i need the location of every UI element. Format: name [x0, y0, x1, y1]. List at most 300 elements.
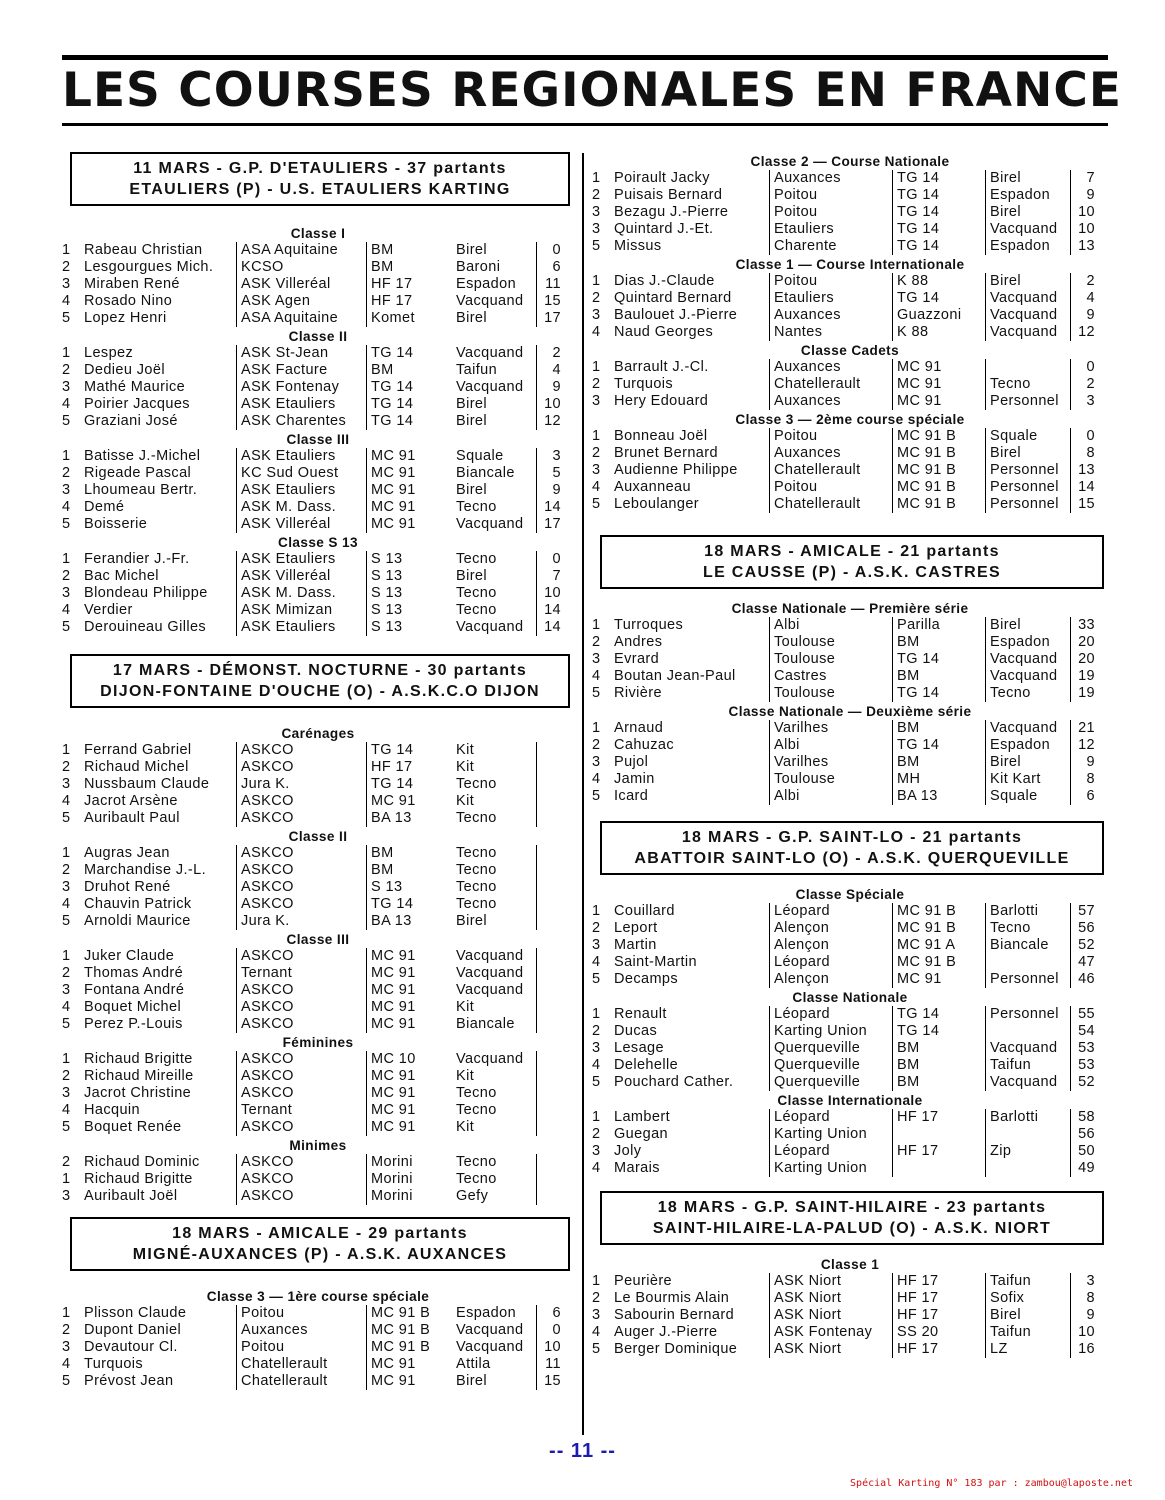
points	[536, 793, 561, 810]
chassis: Personnel	[985, 479, 1070, 496]
club: Toulouse	[769, 651, 892, 668]
result-row	[62, 1339, 574, 1356]
club: Castres	[769, 668, 892, 685]
driver-name: Druhot René	[84, 879, 171, 895]
result-row	[62, 602, 574, 619]
engine: TG 14	[892, 204, 985, 221]
chassis: Vacquand	[456, 965, 524, 981]
club: Querqueville	[769, 1057, 892, 1074]
club: Léopard	[769, 1143, 892, 1160]
class-heading: Classe III	[286, 432, 350, 447]
club: Querqueville	[769, 1040, 892, 1057]
position: 3	[592, 393, 601, 409]
driver-name: Derouineau Gilles	[84, 619, 207, 635]
points: 10	[1070, 1324, 1095, 1341]
result-row	[592, 954, 1108, 971]
chassis: Vacquand	[985, 668, 1070, 685]
club: Léopard	[769, 1109, 892, 1126]
points: 47	[1070, 954, 1095, 971]
points: 19	[1070, 685, 1095, 702]
club: Etauliers	[769, 221, 892, 238]
result-row	[592, 324, 1108, 341]
position: 5	[592, 1341, 601, 1357]
result-row	[62, 1356, 574, 1373]
position: 3	[62, 1085, 71, 1101]
points	[536, 862, 561, 879]
result-row	[592, 204, 1108, 221]
result-row	[62, 1085, 574, 1102]
result-row	[592, 788, 1108, 805]
result-row	[62, 379, 574, 396]
driver-name: Arnaud	[614, 720, 664, 736]
club: Albi	[769, 617, 892, 634]
result-row	[62, 982, 574, 999]
driver-name: Lopez Henri	[84, 310, 167, 326]
class-heading: Classe Nationale — Première série	[731, 601, 969, 616]
driver-name: Arnoldi Maurice	[84, 913, 191, 929]
class-heading: Classe II	[288, 329, 348, 344]
result-row	[62, 585, 574, 602]
result-row	[62, 345, 574, 362]
chassis: Taifun	[985, 1057, 1070, 1074]
position: 4	[592, 324, 601, 340]
engine: BM	[892, 668, 985, 685]
driver-name: Berger Dominique	[614, 1341, 738, 1357]
chassis: Tecno	[456, 1085, 497, 1101]
engine: HF 17	[892, 1109, 985, 1126]
position: 3	[62, 879, 71, 895]
engine: BM	[892, 720, 985, 737]
points: 8	[1070, 1290, 1095, 1307]
points: 57	[1070, 903, 1095, 920]
engine: S 13	[366, 619, 456, 636]
club: ASK M. Dass.	[236, 499, 366, 516]
club: Léopard	[769, 1006, 892, 1023]
club: Auxances	[769, 445, 892, 462]
points: 53	[1070, 1040, 1095, 1057]
club: Chatellerault	[769, 496, 892, 513]
points: 13	[1070, 462, 1095, 479]
points	[536, 1154, 561, 1171]
club: Karting Union	[769, 1160, 892, 1177]
engine: HF 17	[892, 1290, 985, 1307]
points: 12	[1070, 324, 1095, 341]
result-row	[592, 376, 1108, 393]
points: 9	[536, 379, 561, 396]
driver-name: Boquet Michel	[84, 999, 182, 1015]
chassis: Vacquand	[456, 379, 524, 395]
chassis: Tecno	[456, 879, 497, 895]
club: Chatellerault	[236, 1373, 366, 1390]
driver-name: Perez P.-Louis	[84, 1016, 183, 1032]
event-venue: ABATTOIR SAINT-LO (O) - A.S.K. QUERQUEVILLE	[634, 850, 1070, 867]
chassis: Barlotti	[985, 903, 1070, 920]
driver-name: Lambert	[614, 1109, 670, 1125]
column-divider	[582, 153, 584, 1435]
club: Varilhes	[769, 754, 892, 771]
chassis: Tecno	[456, 896, 497, 912]
result-row	[592, 462, 1108, 479]
event-header	[600, 1191, 1104, 1245]
chassis: Personnel	[985, 1006, 1070, 1023]
chassis: Kit	[456, 759, 475, 775]
club: ASKCO	[236, 879, 366, 896]
club: ASKCO	[236, 896, 366, 913]
chassis: Espadon	[985, 634, 1070, 651]
page-title: LES COURSES REGIONALES EN FRANCE	[62, 63, 1122, 118]
points	[536, 896, 561, 913]
club: ASK St-Jean	[236, 345, 366, 362]
points: 50	[1070, 1143, 1095, 1160]
engine: Komet	[366, 310, 456, 327]
engine: HF 17	[366, 276, 456, 293]
position: 5	[62, 810, 71, 826]
position: 5	[592, 788, 601, 804]
engine: MC 91	[366, 1119, 456, 1136]
driver-name: Sabourin Bernard	[614, 1307, 735, 1323]
driver-name: Prévost Jean	[84, 1373, 174, 1389]
club: Jura K.	[236, 913, 366, 930]
chassis: Taifun	[985, 1273, 1070, 1290]
engine	[892, 1126, 985, 1143]
engine: MC 91	[366, 482, 456, 499]
club: Karting Union	[769, 1126, 892, 1143]
chassis: Squale	[985, 428, 1070, 445]
points: 6	[1070, 788, 1095, 805]
driver-name: Pujol	[614, 754, 649, 770]
points	[536, 776, 561, 793]
chassis: Biancale	[456, 1016, 515, 1032]
points: 9	[536, 482, 561, 499]
results-list	[62, 224, 574, 636]
result-row	[592, 1290, 1108, 1307]
engine: MC 91	[366, 982, 456, 999]
club: ASKCO	[236, 810, 366, 827]
position: 2	[62, 259, 71, 275]
chassis: Vacquand	[985, 1040, 1070, 1057]
points: 4	[536, 362, 561, 379]
results-list	[592, 885, 1108, 1177]
chassis: Tecno	[985, 920, 1070, 937]
position: 4	[62, 396, 71, 412]
club: ASK Mimizan	[236, 602, 366, 619]
result-row	[592, 651, 1108, 668]
result-row	[62, 1119, 574, 1136]
result-row	[592, 903, 1108, 920]
driver-name: Jamin	[614, 771, 655, 787]
engine: TG 14	[892, 187, 985, 204]
position: 5	[62, 1119, 71, 1135]
driver-name: Fontana André	[84, 982, 185, 998]
points: 6	[536, 259, 561, 276]
engine: MC 91	[366, 499, 456, 516]
class-heading: Classe Spéciale	[795, 887, 905, 902]
engine: BM	[892, 1057, 985, 1074]
position: 4	[592, 1160, 601, 1176]
points: 10	[536, 396, 561, 413]
club: ASKCO	[236, 999, 366, 1016]
driver-name: Chauvin Patrick	[84, 896, 192, 912]
driver-name: Brunet Bernard	[614, 445, 718, 461]
club: Ternant	[236, 1102, 366, 1119]
points: 19	[1070, 668, 1095, 685]
result-row	[592, 1057, 1108, 1074]
driver-name: Delehelle	[614, 1057, 679, 1073]
result-row	[62, 896, 574, 913]
result-row	[592, 1006, 1108, 1023]
club: ASK Etauliers	[236, 619, 366, 636]
chassis: Personnel	[985, 393, 1070, 410]
chassis: Birel	[985, 204, 1070, 221]
driver-name: Joly	[614, 1143, 642, 1159]
results-list	[62, 724, 574, 1205]
result-row	[62, 1016, 574, 1033]
driver-name: Dupont Daniel	[84, 1322, 182, 1338]
position: 3	[592, 221, 601, 237]
club: Toulouse	[769, 685, 892, 702]
driver-name: Jacrot Christine	[84, 1085, 192, 1101]
points	[536, 982, 561, 999]
result-row	[62, 293, 574, 310]
event-title: 18 MARS - G.P. SAINT-LO - 21 partants	[681, 829, 1023, 846]
driver-name: Boutan Jean-Paul	[614, 668, 736, 684]
engine: BM	[366, 362, 456, 379]
event-header	[70, 152, 570, 206]
engine: MC 10	[366, 1051, 456, 1068]
points: 0	[536, 242, 561, 259]
driver-name: Auribault Joël	[84, 1188, 178, 1204]
points: 9	[1070, 1307, 1095, 1324]
club: ASK Fontenay	[769, 1324, 892, 1341]
engine: TG 14	[892, 1023, 985, 1040]
chassis: Vacquand	[985, 1074, 1070, 1091]
engine: TG 14	[892, 1006, 985, 1023]
points: 2	[1070, 273, 1095, 290]
chassis: Vacquand	[985, 324, 1070, 341]
event-header	[70, 654, 570, 708]
driver-name: Martin	[614, 937, 657, 953]
result-row	[62, 242, 574, 259]
chassis: Vacquand	[456, 1051, 524, 1067]
result-row	[592, 1307, 1108, 1324]
points: 14	[536, 602, 561, 619]
points: 3	[536, 448, 561, 465]
result-row	[592, 359, 1108, 376]
engine: Morini	[366, 1171, 456, 1188]
class-heading: Classe I	[290, 226, 346, 241]
position: 5	[592, 685, 601, 701]
engine: BM	[892, 754, 985, 771]
position: 5	[62, 516, 71, 532]
driver-name: Dias J.-Claude	[614, 273, 715, 289]
position: 2	[62, 568, 71, 584]
position: 1	[62, 551, 71, 567]
club: ASKCO	[236, 1051, 366, 1068]
points: 12	[1070, 737, 1095, 754]
engine: HF 17	[892, 1143, 985, 1160]
engine: TG 14	[892, 221, 985, 238]
chassis	[985, 1023, 1070, 1040]
points: 0	[536, 1322, 561, 1339]
points: 10	[1070, 204, 1095, 221]
position: 4	[592, 771, 601, 787]
points	[536, 742, 561, 759]
class-heading: Féminines	[282, 1035, 354, 1050]
points: 9	[1070, 754, 1095, 771]
engine: BM	[892, 634, 985, 651]
position: 2	[592, 376, 601, 392]
engine: MC 91 B	[366, 1339, 456, 1356]
club: Charente	[769, 238, 892, 255]
points	[536, 879, 561, 896]
position: 5	[592, 238, 601, 254]
chassis: Espadon	[985, 238, 1070, 255]
class-heading: Classe 3 — 1ère course spéciale	[206, 1289, 430, 1304]
engine: TG 14	[366, 742, 456, 759]
event-header	[600, 821, 1104, 875]
club: ASA Aquitaine	[236, 242, 366, 259]
chassis: Birel	[456, 1373, 488, 1389]
driver-name: Turquois	[614, 376, 674, 392]
class-heading: Classe 2 — Course Nationale	[750, 154, 950, 169]
club: Poitou	[769, 187, 892, 204]
result-row	[592, 307, 1108, 324]
class-heading: Minimes	[289, 1138, 347, 1153]
result-row	[62, 913, 574, 930]
engine: HF 17	[366, 293, 456, 310]
result-row	[592, 1109, 1108, 1126]
points	[536, 1085, 561, 1102]
position: 4	[62, 293, 71, 309]
engine: SS 20	[892, 1324, 985, 1341]
position: 4	[62, 499, 71, 515]
engine: S 13	[366, 551, 456, 568]
results-list	[592, 152, 1108, 513]
position: 1	[62, 345, 71, 361]
club: ASKCO	[236, 759, 366, 776]
class-heading: Classe III	[286, 932, 350, 947]
position: 2	[62, 362, 71, 378]
result-row	[62, 845, 574, 862]
driver-name: Evrard	[614, 651, 660, 667]
club: Auxances	[769, 307, 892, 324]
driver-name: Turroques	[614, 617, 684, 633]
result-row	[592, 971, 1108, 988]
result-row	[62, 1188, 574, 1205]
result-row	[62, 1068, 574, 1085]
driver-name: Miraben René	[84, 276, 180, 292]
position: 2	[62, 1154, 71, 1170]
chassis	[985, 954, 1070, 971]
chassis: Personnel	[985, 462, 1070, 479]
club: Léopard	[769, 903, 892, 920]
club: Alençon	[769, 920, 892, 937]
position: 3	[592, 1040, 601, 1056]
result-row	[592, 1143, 1108, 1160]
points: 14	[1070, 479, 1095, 496]
result-row	[62, 879, 574, 896]
driver-name: Richaud Michel	[84, 759, 189, 775]
result-row	[62, 482, 574, 499]
chassis: Birel	[985, 1307, 1070, 1324]
position: 4	[62, 1356, 71, 1372]
position: 3	[62, 482, 71, 498]
club: ASK Etauliers	[236, 396, 366, 413]
club: Varilhes	[769, 720, 892, 737]
driver-name: Rigeade Pascal	[84, 465, 192, 481]
result-row	[592, 617, 1108, 634]
position: 5	[592, 496, 601, 512]
position: 2	[592, 634, 601, 650]
result-row	[592, 187, 1108, 204]
driver-name: Guegan	[614, 1126, 668, 1142]
driver-name: Turquois	[84, 1356, 144, 1372]
driver-name: Renault	[614, 1006, 667, 1022]
engine: HF 17	[892, 1273, 985, 1290]
driver-name: Cahuzac	[614, 737, 675, 753]
engine: HF 17	[892, 1307, 985, 1324]
points: 3	[1070, 1273, 1095, 1290]
event-title: 11 MARS - G.P. D'ETAULIERS - 37 partants	[133, 160, 507, 177]
engine: K 88	[892, 273, 985, 290]
club: Querqueville	[769, 1074, 892, 1091]
result-row	[62, 1051, 574, 1068]
points: 56	[1070, 1126, 1095, 1143]
chassis: Birel	[456, 396, 488, 412]
event-title: 18 MARS - G.P. SAINT-HILAIRE - 23 partants	[657, 1199, 1047, 1216]
result-row	[592, 720, 1108, 737]
chassis: Vacquand	[456, 516, 524, 532]
points: 7	[1070, 170, 1095, 187]
result-row	[62, 999, 574, 1016]
result-row	[62, 862, 574, 879]
driver-name: Audienne Philippe	[614, 462, 738, 478]
points: 15	[536, 293, 561, 310]
position: 2	[62, 1322, 71, 1338]
club: Poitou	[769, 479, 892, 496]
result-row	[592, 1324, 1108, 1341]
position: 1	[592, 273, 601, 289]
engine: HF 17	[366, 759, 456, 776]
points: 58	[1070, 1109, 1095, 1126]
points: 16	[1070, 1341, 1095, 1358]
engine: MC 91 B	[892, 462, 985, 479]
driver-name: Auribault Paul	[84, 810, 180, 826]
chassis: Taifun	[456, 362, 498, 378]
engine: MC 91	[366, 1016, 456, 1033]
footer-credit: Spécial Karting N° 183 par : zambou@laposte.net	[850, 1478, 1133, 1489]
engine: MC 91 B	[892, 903, 985, 920]
result-row	[592, 393, 1108, 410]
position: 3	[62, 1188, 71, 1204]
club: ASKCO	[236, 862, 366, 879]
points: 17	[536, 310, 561, 327]
result-row	[62, 499, 574, 516]
chassis: LZ	[985, 1341, 1070, 1358]
points: 49	[1070, 1160, 1095, 1177]
driver-name: Hacquin	[84, 1102, 140, 1118]
event-title: 17 MARS - DÉMONST. NOCTURNE - 30 partants	[112, 662, 528, 679]
club: KCSO	[236, 259, 366, 276]
club: ASKCO	[236, 793, 366, 810]
driver-name: Plisson Claude	[84, 1305, 187, 1321]
result-row	[62, 619, 574, 636]
points: 46	[1070, 971, 1095, 988]
engine: MC 91	[366, 1102, 456, 1119]
result-row	[62, 776, 574, 793]
chassis: Vacquand	[985, 221, 1070, 238]
club: Toulouse	[769, 771, 892, 788]
